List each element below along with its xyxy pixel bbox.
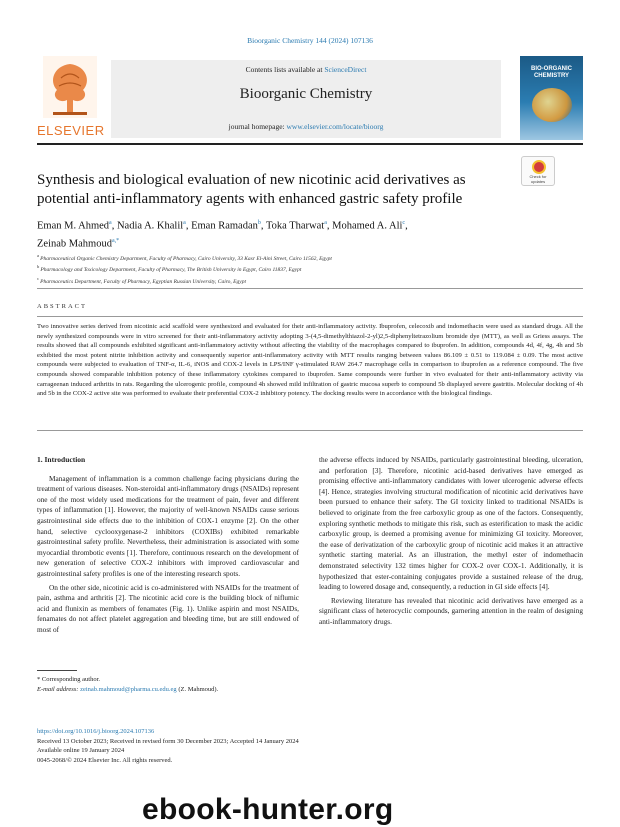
check-updates-label: Check for updates xyxy=(529,174,547,184)
journal-name: Bioorganic Chemistry xyxy=(239,86,373,102)
received-dates: Received 13 October 2023; Received in revised form 30 December 2023; Accepted 14 January 2024 xyxy=(37,737,299,745)
body-right-column xyxy=(319,455,583,631)
affiliation-line: $^b$ Pharmacology and Toxicology Department, Faculty of Pharmacy, The British University in Egypt, Cairo 11837, Egypt xyxy=(37,264,302,274)
email-suffix: (Z. Mahmoud). xyxy=(176,685,219,693)
elsevier-logo xyxy=(37,56,103,140)
abstract-divider xyxy=(37,316,583,317)
elsevier-tree-icon xyxy=(43,56,97,118)
copyright: 0045-2068/© 2024 Elsevier Inc. All rights reserved. xyxy=(37,756,173,764)
journal-reference-link[interactable]: Bioorganic Chemistry 144 (2024) 107136 xyxy=(247,36,373,45)
homepage-line xyxy=(111,122,501,131)
author-name[interactable]: Mohamed A. Ali xyxy=(332,220,403,232)
author-list: Eman M. Ahmed$^a$, Nadia A. Khalil$^a$, Eman Ramadan$^b$, Toka Tharwat$^a$, Mohamed A. Ali$^c$, Zeinab Mahmoud$^{a,*}$ xyxy=(37,220,408,249)
homepage-prefix: journal homepage: xyxy=(228,122,287,131)
author-name[interactable]: Nadia A. Khalil xyxy=(116,220,184,232)
author-affiliation-mark[interactable]: a xyxy=(183,220,186,226)
paragraph: the adverse effects induced by NSAIDs, particularly gastrointestinal bleeding, ulceration, and perforation [3]. Therefore, nicotinic acid-based derivatives have emerged as promising effective anti-inflammatory candidates with lower ulcerogenic adverse effects [4]. Hence, strategies involving structural modification of nicotinic acid derivatives have been pursued to enhance their safety. The GI toxicity linked to traditional NSAIDs is believed to originate from the free carboxylic group as one of the factors. Consequently, exploring synthetic methods to mitigate this risk, such as esterification to mask the acidic carboxylic group, is deemed a promising avenue for minimizing GI toxicity. Moreover, the ease of derivatization of the carboxylic group of nicotinic acid makes it an attractive synthetic starting material. As an illustration, the methyl ester of indomethacin demonstrated selectivity 132 times higher for COX-2 over COX-1. Additionally, it is hypothesized that ester-containing conjugates provide a sustained release of the drug, leading to lowered dosage and, consequently, a reduction in GI side effects [4]. xyxy=(319,455,583,592)
sciencedirect-link[interactable]: ScienceDirect xyxy=(324,65,367,74)
contents-prefix: Contents lists available at xyxy=(245,65,325,74)
journal-reference[interactable] xyxy=(0,36,620,45)
section-divider xyxy=(37,288,583,289)
cover-art xyxy=(532,88,572,122)
paragraph: Reviewing literature has revealed that nicotinic acid derivatives have emerged as a significant class of heterocyclic compounds, garnering attention in the realm of designing anti-inflammatory drugs. xyxy=(319,595,583,626)
affiliations xyxy=(37,252,583,286)
check-for-updates-button[interactable] xyxy=(521,156,555,186)
author-name[interactable]: Eman Ramadan xyxy=(191,220,258,232)
cover-title: BIO-ORGANIC CHEMISTRY xyxy=(531,66,572,79)
watermark: ebook-hunter.org xyxy=(142,793,394,826)
available-online: Available online 19 January 2024 xyxy=(37,747,125,755)
doi-link[interactable]: https://doi.org/10.1016/j.bioorg.2024.107136 xyxy=(37,728,155,735)
author-affiliation-mark[interactable]: b xyxy=(257,220,261,226)
homepage-link[interactable]: www.elsevier.com/locate/bioorg xyxy=(286,122,384,131)
publication-info xyxy=(37,727,357,765)
affiliation-line: $^a$ Pharmaceutical Organic Chemistry Department, Faculty of Pharmacy, Cairo University, 33 Kasr El-Aini Street, Cairo 11562, Egypt xyxy=(37,253,332,262)
email-line xyxy=(37,685,337,695)
author-name[interactable]: Eman M. Ahmed xyxy=(37,220,110,232)
footnote-divider xyxy=(37,670,77,671)
abstract-text: Two innovative series derived from nicotinic acid scaffold were synthesized and evaluated for their anti-inflammatory activity. Ibuprofen, celecoxib and indomethacin were used as standard drugs. All the newly synthesized compounds were in vitro screened for their anti-inflammatory activity adopting 3-(4,5-dimethylthiazol-2-yl)2,5-diphenyltetrazolium bromide dye (MTT), as well as Griess assays. The results showed that all compounds exhibited significant anti-inflammatory activity without affecting the viability of the macrophages compared to ibuprofen. In addition, compounds 4d, 4f, 4g, 4h and 5b exhibited the most potent nitrite inhibition activity and consequently superior anti-inflammatory activity with MTT results ranging between values 86.109 ± 0.51 to 119.084 ± 0.09. The most active compounds were subjected to evaluation of TNF-α, IL-6, iNOS and COX-2 levels in LPS/INF γ-stimulated RAW 264.7 macrophage cells in comparison to ibuprofen as a reference compound. The five compounds showed comparable inhibition potency of these inflammatory cytokines compared to ibuprofen. Same compounds were further in vivo evaluated for their anti-inflammatory activity via carrageenan induced arthritis in rats. Regarding the ulcerogenic profile, compound 4h showed mild infiltration of gastric mucosa superb to compound 5b displayed severe gastritis. Molecular docking of 4h and 5b in the COX-2 active site was performed to evaluate their preferential COX-2 inhibitory potency. The docking results were in accordance with the biological findings. xyxy=(37,323,583,398)
abstract-bottom-divider xyxy=(37,430,583,431)
body-left-column xyxy=(37,455,299,639)
elsevier-wordmark: ELSEVIER xyxy=(37,123,105,138)
corresponding-author-note: * Corresponding author. xyxy=(37,676,101,683)
abstract-heading: ABSTRACT xyxy=(37,303,87,310)
author-affiliation-mark[interactable]: a xyxy=(324,220,327,226)
section-heading: 1. Introduction xyxy=(37,455,86,464)
article-title: Synthesis and biological evaluation of new nicotinic acid derivatives as potential anti-inflammatory agents with enhanced gastric safety profile xyxy=(37,172,466,207)
paragraph: On the other side, nicotinic acid is co-administered with NSAIDs for the treatment of pain, asthma and arthritis [2]. The nicotinic acid core is the building block of niflumic acid and flunixin as members of fenamates (Fig. 1). Unlike aspirin and most NSAIDs, fenamates do not affect platelet aggregation and bleeding time, but are still endowed of most of xyxy=(37,582,299,634)
paragraph: Management of inflammation is a common challenge facing physicians during the treatment of various diseases. Non-steroidal anti-inflammatory drugs (NSAIDs) represent one of the most widely used medications for the treatment of pain, fever and different types of inflammation [1]. However, the majority of well-known NSAIDs cause serious gastrointestinal side effects due to the inhibition of COX-1 enzyme [2]. On the other hand, selective cyclooxygenase-2 inhibitors (COXIBs) exhibited remarkable gastrointestinal safety profile. Nevertheless, their administration is associated with some myocardial thrombotic events [1]. Therefore, continuous research on the development of new generation of selective COX-2 inhibitors with improved cardiovascular and gastrointestinal safety profiles is one of the interesting research spots. xyxy=(37,473,299,578)
author-name[interactable]: Zeinab Mahmoud xyxy=(37,238,112,249)
journal-header-box xyxy=(111,60,501,138)
header-divider xyxy=(37,143,583,145)
footnote xyxy=(37,675,337,694)
email-label: E-mail address: xyxy=(37,685,81,693)
email-link[interactable]: zeinab.mahmoud@pharma.cu.edu.eg xyxy=(80,685,177,693)
contents-line xyxy=(111,65,501,74)
journal-cover-image[interactable] xyxy=(520,56,583,140)
author-name[interactable]: Toka Tharwat xyxy=(265,220,325,232)
author-affiliation-mark[interactable]: a xyxy=(109,220,112,226)
author-affiliation-mark[interactable]: c xyxy=(402,220,406,226)
author-affiliation-mark[interactable]: a,* xyxy=(111,237,120,244)
affiliation-line: $^c$ Pharmaceutics Department, Faculty of Pharmacy, Egyptian Russian University, Cairo, Egypt xyxy=(37,275,246,285)
check-updates-icon xyxy=(532,160,546,174)
